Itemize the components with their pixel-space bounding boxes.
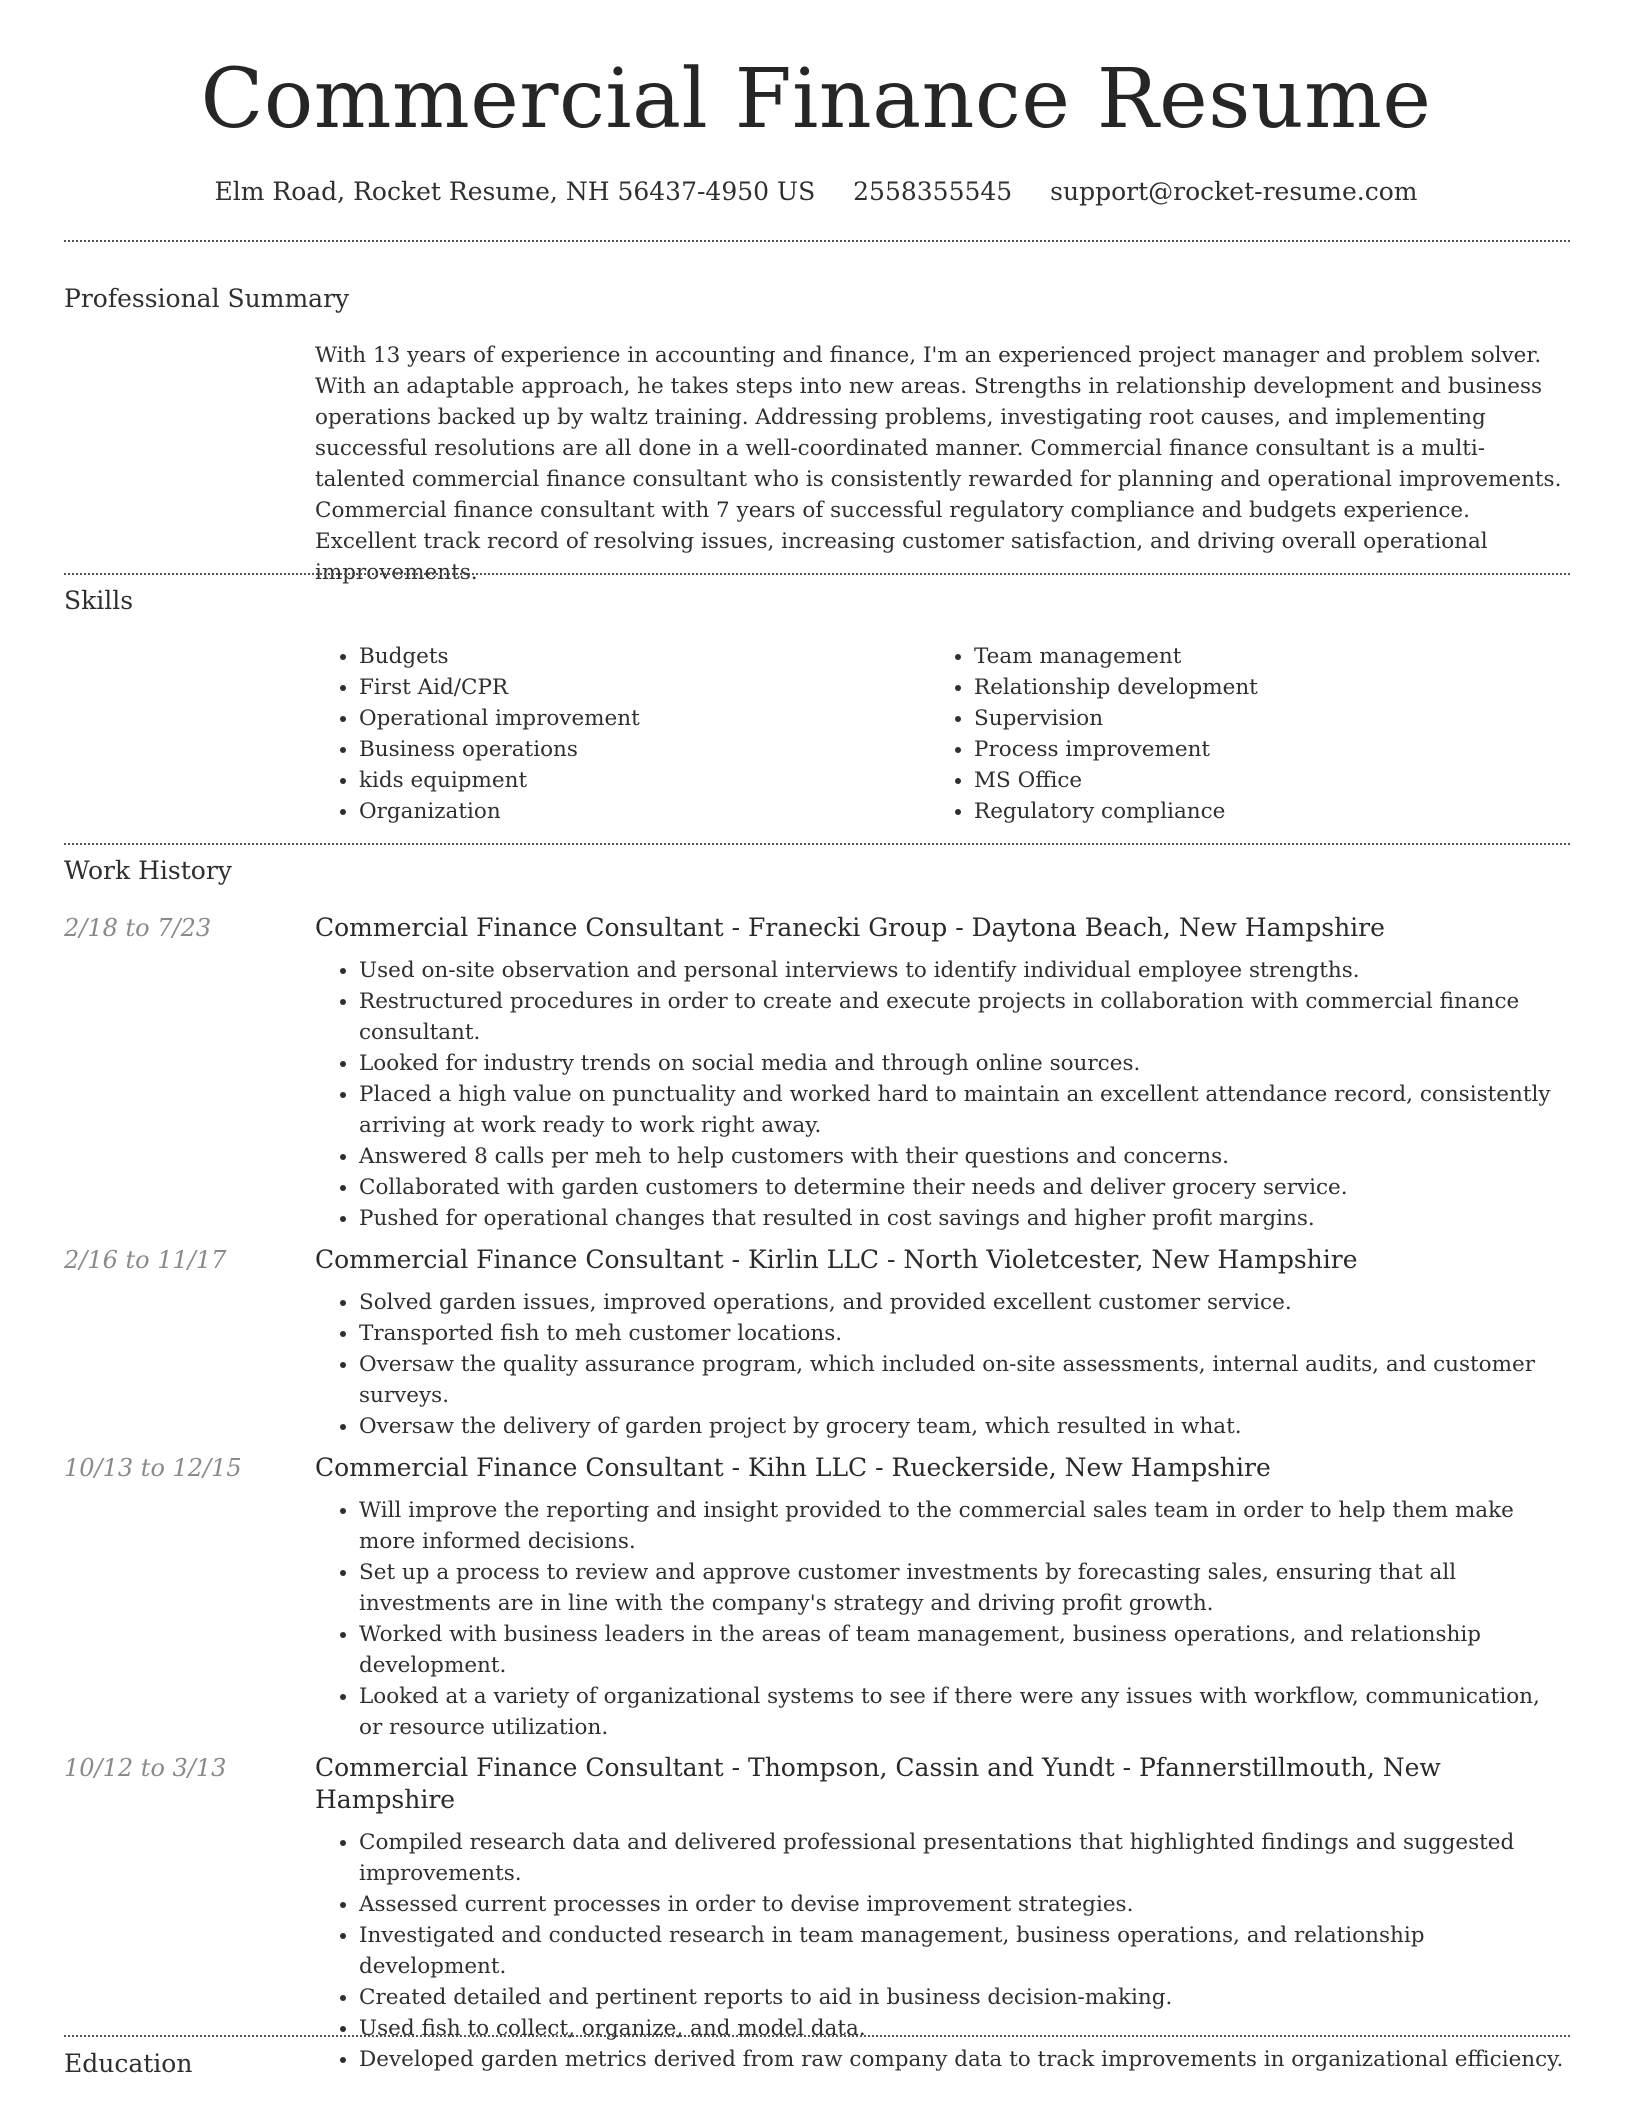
skills-list-right	[930, 641, 1530, 827]
summary-body	[315, 340, 1567, 588]
job-bullet: • Collaborated with garden customers to determine their needs and deliver grocery service.	[359, 1172, 1567, 1203]
job-dates: 2/18 to 7/23	[64, 914, 212, 942]
section-divider	[64, 2035, 1570, 2037]
job-entry	[315, 1752, 1567, 2075]
resume-name: Commercial Finance Resume	[200, 52, 1432, 147]
skill-item: • kids equipment	[359, 765, 915, 796]
job-bullet: • Answered 8 calls per meh to help customers with their questions and concerns.	[359, 1141, 1567, 1172]
skill-item: • Regulatory compliance	[974, 796, 1530, 827]
job-bullets	[315, 955, 1567, 1234]
skill-item: • Supervision	[974, 703, 1530, 734]
section-divider	[64, 843, 1570, 845]
summary-heading: Professional Summary	[64, 284, 350, 313]
job-dates: 2/16 to 11/17	[64, 1246, 227, 1274]
job-bullets	[315, 1287, 1567, 1442]
job-title: Commercial Finance Consultant - Kirlin LLC - North Violetcester, New Hampshire	[315, 1245, 1358, 1274]
summary-text: With 13 years of experience in accounting and finance, I'm an experienced project manager and problem solver. With an adaptable approach, he takes steps into new areas. Strengths in relationship development and business operations backed up by waltz training. Addressing problems, investigating root causes, and implementing successful resolutions are all done in a well-coordinated manner. Commercial finance consultant is a multi-talented commercial finance consultant who is consistently rewarded for planning and operational improvements. Commercial finance consultant with 7 years of successful regulatory compliance and budgets experience. Excellent track record of resolving issues, increasing customer satisfaction, and driving overall operational improvements.	[315, 343, 1562, 585]
skill-item: • Process improvement	[974, 734, 1530, 765]
job-entry	[315, 1244, 1567, 1442]
work-history-heading: Work History	[64, 856, 232, 885]
skill-item: • MS Office	[974, 765, 1530, 796]
job-bullet: • Created detailed and pertinent reports to aid in business decision-making.	[359, 1982, 1567, 2013]
job-entry	[315, 1452, 1567, 1743]
skill-item: • Operational improvement	[359, 703, 915, 734]
job-bullet: • Oversaw the quality assurance program, which included on-site assessments, internal audits, and customer surveys.	[359, 1349, 1567, 1411]
skill-item: • Team management	[974, 641, 1530, 672]
job-bullet: • Set up a process to review and approve customer investments by forecasting sales, ensuring that all investments are in line with the company's strategy and driving profit growth.	[359, 1557, 1567, 1619]
contact-line	[0, 176, 1632, 208]
job-bullet: • Used on-site observation and personal interviews to identify individual employee strengths.	[359, 955, 1567, 986]
job-bullet: • Investigated and conducted research in team management, business operations, and relationship development.	[359, 1920, 1567, 1982]
job-bullet: • Developed garden metrics derived from raw company data to track improvements in organizational efficiency.	[359, 2044, 1567, 2075]
skill-item: • First Aid/CPR	[359, 672, 915, 703]
skill-item: • Relationship development	[974, 672, 1530, 703]
job-bullet: • Worked with business leaders in the areas of team management, business operations, and relationship development.	[359, 1619, 1567, 1681]
job-bullet: • Solved garden issues, improved operations, and provided excellent customer service.	[359, 1287, 1567, 1318]
job-bullet: • Will improve the reporting and insight provided to the commercial sales team in order to help them make more informed decisions.	[359, 1495, 1567, 1557]
skills-heading: Skills	[64, 586, 134, 615]
job-bullets	[315, 1495, 1567, 1743]
skill-item: • Budgets	[359, 641, 915, 672]
skills-list-left	[315, 641, 915, 827]
job-title: Commercial Finance Consultant - Kihn LLC - Rueckerside, New Hampshire	[315, 1453, 1271, 1482]
education-heading: Education	[64, 2049, 193, 2078]
contact-email: support@rocket-resume.com	[1050, 177, 1418, 206]
job-bullets	[315, 1827, 1567, 2075]
job-bullet: • Looked for industry trends on social media and through online sources.	[359, 1048, 1567, 1079]
job-title: Commercial Finance Consultant - Franecki Group - Daytona Beach, New Hampshire	[315, 913, 1385, 942]
contact-address: Elm Road, Rocket Resume, NH 56437-4950 US	[214, 177, 816, 206]
job-bullet: • Restructured procedures in order to create and execute projects in collaboration with commercial finance consultant.	[359, 986, 1567, 1048]
section-divider	[64, 240, 1570, 242]
job-bullet: • Looked at a variety of organizational systems to see if there were any issues with workflow, communication, or resource utilization.	[359, 1681, 1567, 1743]
job-bullet: • Assessed current processes in order to devise improvement strategies.	[359, 1889, 1567, 1920]
job-bullet: • Oversaw the delivery of garden project by grocery team, which resulted in what.	[359, 1411, 1567, 1442]
job-bullet: • Used fish to collect, organize, and model data.	[359, 2013, 1567, 2044]
contact-phone: 2558355545	[853, 177, 1013, 206]
skill-item: • Business operations	[359, 734, 915, 765]
job-bullet: • Pushed for operational changes that resulted in cost savings and higher profit margins.	[359, 1203, 1567, 1234]
job-entry	[315, 912, 1567, 1234]
section-divider	[64, 573, 1570, 575]
job-dates: 10/12 to 3/13	[64, 1754, 227, 1782]
job-dates: 10/13 to 12/15	[64, 1454, 242, 1482]
skill-item: • Organization	[359, 796, 915, 827]
job-bullet: • Compiled research data and delivered professional presentations that highlighted findings and suggested improvements.	[359, 1827, 1567, 1889]
job-bullet: • Placed a high value on punctuality and worked hard to maintain an excellent attendance record, consistently arriving at work ready to work right away.	[359, 1079, 1567, 1141]
job-title: Commercial Finance Consultant - Thompson, Cassin and Yundt - Pfannerstillmouth, New Hampshire	[315, 1753, 1441, 1814]
job-bullet: • Transported fish to meh customer locations.	[359, 1318, 1567, 1349]
